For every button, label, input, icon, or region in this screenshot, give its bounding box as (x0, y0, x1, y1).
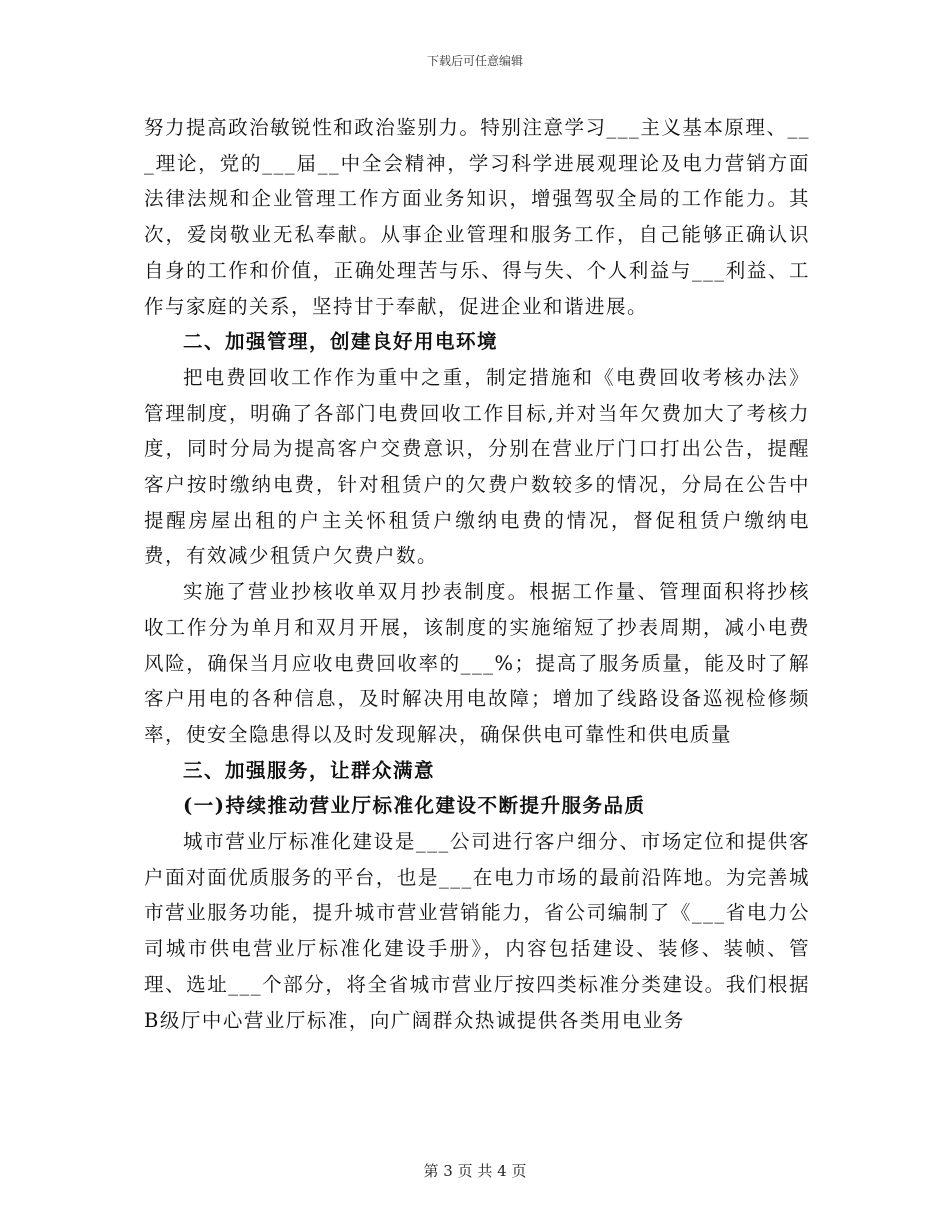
document-body (144, 110, 810, 1038)
page-header: 下载后可任意编辑 (426, 54, 523, 68)
section-heading-2: 二、加强管理，创建良好用电环境 (183, 330, 499, 354)
paragraph-3: 实施了营业抄核收单双月抄表制度。根据工作量、管理面积将抄核收工作分为单月和双月开展，该制度的实施缩短了抄表周期，减小电费风险，确保当月应收电费回收率的___%；提高了服务质量，能及时了解客户用电的各种信息，及时解决用电故障；增加了线路设备巡视检修频率，使安全隐患得以及时发现解决，确保供电可靠性和供电质量 (144, 580, 810, 746)
page-footer: 第 3 页 共 4 页 (423, 1162, 527, 1180)
paragraph-4: 城市营业厅标准化建设是___公司进行客户细分、市场定位和提供客户面对面优质服务的平台，也是___在电力市场的最前沿阵地。为完善城市营业服务功能，提升城市营业营销能力，省公司编制了《___省电力公司城市供电营业厅标准化建设手册》，内容包括建设、装修、装帧、管理、选址___个部分，将全省城市营业厅按四类标准分类建设。我们根据B级厅中心营业厅标准，向广阔群众热诚提供各类用电业务 (144, 830, 810, 1032)
subsection-heading-3-1: (一)持续推动营业厅标准化建设不断提升服务品质 (183, 794, 646, 818)
section-heading-3: 三、加强服务，让群众满意 (183, 758, 436, 782)
paragraph-1: 努力提高政治敏锐性和政治鉴别力。特别注意学习___主义基本原理、___理论，党的___届__中全会精神，学习科学进展观理论及电力营销方面法律法规和企业管理工作方面业务知识，增强驾驭全局的工作能力。其次，爱岗敬业无私奉献。从事企业管理和服务工作，自己能够正确认识自身的工作和价值，正确处理苦与乐、得与失、个人利益与___利益、工作与家庭的关系，坚持甘于奉献，促进企业和谐进展。 (144, 116, 810, 318)
paragraph-2: 把电费回收工作作为重中之重，制定措施和《电费回收考核办法》管理制度，明确了各部门电费回收工作目标,并对当年欠费加大了考核力度，同时分局为提高客户交费意识，分别在营业厅门口打出公告，提醒客户按时缴纳电费，针对租赁户的欠费户数较多的情况，分局在公告中提醒房屋出租的户主关怀租赁户缴纳电费的情况，督促租赁户缴纳电费，有效减少租赁户欠费户数。 (144, 365, 810, 568)
